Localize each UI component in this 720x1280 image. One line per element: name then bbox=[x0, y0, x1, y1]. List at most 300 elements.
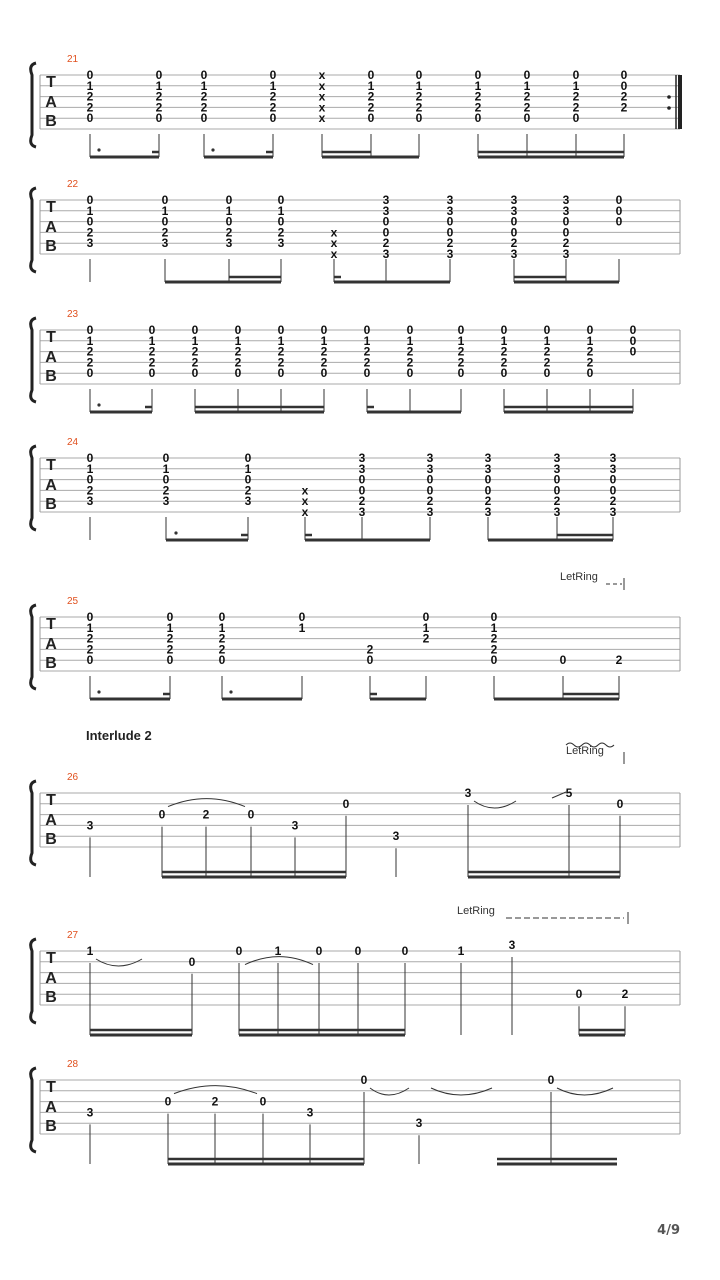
tab-letter-a: A bbox=[45, 636, 57, 653]
measure-number: 22 bbox=[67, 179, 79, 190]
fret-number: 0 bbox=[277, 193, 285, 207]
fret-number: 2 bbox=[218, 631, 226, 646]
staff-bracket bbox=[31, 63, 36, 147]
measure-number: 24 bbox=[67, 437, 79, 448]
let-ring-text: LetRing bbox=[560, 571, 598, 583]
fret-number: 1 bbox=[500, 333, 508, 348]
fret-number: 2 bbox=[457, 355, 465, 370]
fret-number: 0 bbox=[457, 366, 465, 381]
fret-number: 0 bbox=[277, 366, 285, 381]
fret-number: 0 bbox=[553, 483, 561, 498]
fret-number: 5 bbox=[565, 786, 573, 800]
tab-letter-t: T bbox=[46, 457, 56, 474]
fret-number: 2 bbox=[406, 355, 414, 370]
fret-number: 3 bbox=[358, 505, 366, 519]
fret-number: 2 bbox=[166, 631, 174, 646]
fret-number: 2 bbox=[234, 344, 242, 359]
fret-number: 0 bbox=[426, 472, 434, 487]
tab-letter-b: B bbox=[45, 368, 57, 385]
fret-number: 0 bbox=[161, 193, 169, 207]
fret-number: 2 bbox=[474, 89, 482, 104]
fret-number: 3 bbox=[86, 818, 94, 833]
fret-number: x bbox=[301, 483, 309, 498]
fret-number: 3 bbox=[415, 1116, 423, 1131]
fret-number: 0 bbox=[401, 944, 409, 958]
fret-number: 0 bbox=[474, 111, 482, 126]
fret-number: 3 bbox=[277, 236, 285, 251]
fret-number: 3 bbox=[382, 203, 390, 218]
fret-number: 2 bbox=[543, 344, 551, 359]
fret-number: 0 bbox=[415, 111, 423, 126]
fret-number: 2 bbox=[225, 225, 233, 240]
fret-number: 3 bbox=[392, 829, 400, 844]
fret-number: 1 bbox=[161, 203, 169, 218]
fret-number: 0 bbox=[162, 472, 170, 487]
fret-number: 3 bbox=[484, 461, 492, 476]
fret-number: 2 bbox=[523, 89, 531, 104]
tab-letter-t: T bbox=[46, 792, 56, 809]
fret-number: 2 bbox=[200, 89, 208, 104]
fret-number: 2 bbox=[358, 494, 366, 509]
fret-number: 0 bbox=[86, 68, 94, 82]
tie bbox=[431, 1088, 492, 1095]
fret-number: 0 bbox=[363, 323, 371, 337]
fret-number: x bbox=[318, 78, 326, 93]
fret-number: 1 bbox=[457, 333, 465, 348]
fret-number: 2 bbox=[415, 100, 423, 115]
fret-number: x bbox=[318, 68, 326, 82]
fret-number: 0 bbox=[382, 225, 390, 240]
fret-number: 3 bbox=[609, 505, 617, 519]
fret-number: 2 bbox=[269, 100, 277, 115]
fret-number: 0 bbox=[259, 1094, 267, 1109]
fret-number: 1 bbox=[406, 333, 414, 348]
fret-number: 0 bbox=[523, 68, 531, 82]
fret-number: 2 bbox=[166, 642, 174, 657]
fret-number: 3 bbox=[562, 193, 570, 207]
fret-number: 3 bbox=[553, 505, 561, 519]
fret-number: 2 bbox=[500, 344, 508, 359]
fret-number: 0 bbox=[86, 214, 94, 229]
fret-number: 0 bbox=[510, 225, 518, 240]
fret-number: 0 bbox=[244, 472, 252, 487]
fret-number: 2 bbox=[367, 89, 375, 104]
fret-number: 1 bbox=[415, 78, 423, 93]
fret-number: 0 bbox=[490, 653, 498, 668]
fret-number: 0 bbox=[500, 323, 508, 337]
page-number: 4/9 bbox=[657, 1223, 680, 1238]
fret-number: 3 bbox=[446, 203, 454, 218]
fret-number: 2 bbox=[211, 1094, 219, 1109]
fret-number: 0 bbox=[363, 366, 371, 381]
tie bbox=[370, 1088, 409, 1095]
fret-number: 0 bbox=[358, 472, 366, 487]
fret-number: 3 bbox=[508, 938, 516, 952]
fret-number: 0 bbox=[277, 214, 285, 229]
fret-number: 1 bbox=[191, 333, 199, 348]
fret-number: 3 bbox=[86, 236, 94, 251]
fret-number: 3 bbox=[426, 461, 434, 476]
fret-number: 0 bbox=[86, 610, 94, 624]
fret-number: 2 bbox=[148, 344, 156, 359]
fret-number: 1 bbox=[86, 333, 94, 348]
fret-number: 2 bbox=[86, 355, 94, 370]
fret-number: 0 bbox=[320, 366, 328, 381]
fret-number: 0 bbox=[559, 653, 567, 668]
fret-number: 0 bbox=[484, 472, 492, 487]
fret-number: 2 bbox=[86, 483, 94, 498]
fret-number: 0 bbox=[166, 653, 174, 668]
fret-number: 2 bbox=[586, 344, 594, 359]
fret-number: 3 bbox=[484, 505, 492, 519]
fret-number: 2 bbox=[484, 494, 492, 509]
tab-letter-b: B bbox=[45, 113, 57, 130]
fret-number: 0 bbox=[562, 214, 570, 229]
fret-number: 0 bbox=[562, 225, 570, 240]
fret-number: 2 bbox=[320, 344, 328, 359]
fret-number: 0 bbox=[586, 323, 594, 337]
slur bbox=[168, 799, 245, 807]
tab-staff bbox=[31, 781, 680, 865]
fret-number: 2 bbox=[621, 987, 629, 1002]
fret-number: 0 bbox=[620, 78, 628, 93]
fret-number: 2 bbox=[277, 344, 285, 359]
tab-letter-t: T bbox=[46, 74, 56, 91]
fret-number: 2 bbox=[86, 225, 94, 240]
tie bbox=[96, 959, 142, 966]
measure-number: 26 bbox=[67, 772, 79, 783]
fret-number: 3 bbox=[562, 247, 570, 261]
fret-number: 2 bbox=[86, 631, 94, 646]
fret-number: 2 bbox=[363, 344, 371, 359]
fret-number: 3 bbox=[484, 451, 492, 465]
fret-number: 2 bbox=[218, 642, 226, 657]
tab-staff bbox=[31, 1068, 680, 1152]
fret-number: 2 bbox=[86, 100, 94, 115]
fret-number: 1 bbox=[86, 620, 94, 635]
fret-number: 1 bbox=[148, 333, 156, 348]
fret-number: 2 bbox=[446, 236, 454, 251]
fret-number: 2 bbox=[161, 225, 169, 240]
tie bbox=[474, 801, 516, 808]
fret-number: 1 bbox=[572, 78, 580, 93]
fret-number: 0 bbox=[523, 111, 531, 126]
fret-number: 0 bbox=[342, 796, 350, 811]
repeat-dot bbox=[667, 106, 671, 110]
fret-number: 3 bbox=[562, 203, 570, 218]
fret-number: 2 bbox=[191, 355, 199, 370]
fret-number: 0 bbox=[155, 111, 163, 126]
fret-number: 0 bbox=[315, 944, 323, 958]
fret-number: 0 bbox=[298, 610, 306, 624]
dot bbox=[97, 690, 100, 693]
fret-number: 3 bbox=[358, 461, 366, 476]
fret-number: 1 bbox=[586, 333, 594, 348]
fret-number: 2 bbox=[366, 642, 374, 657]
fret-number: 0 bbox=[188, 954, 196, 969]
fret-number: 2 bbox=[202, 807, 210, 822]
fret-number: 0 bbox=[354, 944, 362, 958]
fret-number: 3 bbox=[510, 203, 518, 218]
fret-number: 2 bbox=[148, 355, 156, 370]
fret-number: 0 bbox=[615, 193, 623, 207]
fret-number: 0 bbox=[86, 111, 94, 126]
fret-number: 1 bbox=[244, 461, 252, 476]
fret-number: 1 bbox=[86, 944, 94, 958]
fret-number: 2 bbox=[191, 344, 199, 359]
fret-number: 3 bbox=[426, 451, 434, 465]
fret-number: x bbox=[318, 100, 326, 115]
fret-number: 2 bbox=[269, 89, 277, 104]
fret-number: 1 bbox=[166, 620, 174, 635]
fret-number: 0 bbox=[510, 214, 518, 229]
fret-number: x bbox=[301, 494, 309, 509]
fret-number: 3 bbox=[553, 451, 561, 465]
dot bbox=[174, 531, 177, 534]
fret-number: 0 bbox=[366, 653, 374, 668]
measure-number: 27 bbox=[67, 930, 79, 941]
fret-number: 3 bbox=[553, 461, 561, 476]
fret-number: 0 bbox=[609, 472, 617, 487]
fret-number: 0 bbox=[86, 323, 94, 337]
let-ring-text: LetRing bbox=[566, 745, 604, 757]
fret-number: 3 bbox=[609, 451, 617, 465]
fret-number: 1 bbox=[422, 620, 430, 635]
fret-number: 1 bbox=[225, 203, 233, 218]
fret-number: 0 bbox=[484, 483, 492, 498]
fret-number: 0 bbox=[158, 807, 166, 822]
fret-number: 0 bbox=[86, 472, 94, 487]
fret-number: 0 bbox=[218, 653, 226, 668]
fret-number: 0 bbox=[426, 483, 434, 498]
fret-number: 2 bbox=[474, 100, 482, 115]
fret-number: 0 bbox=[225, 193, 233, 207]
fret-number: 2 bbox=[553, 494, 561, 509]
tab-letter-t: T bbox=[46, 329, 56, 346]
fret-number: 3 bbox=[510, 247, 518, 261]
tab-letter-a: A bbox=[45, 1099, 57, 1116]
fret-number: 3 bbox=[162, 494, 170, 509]
fret-number: 0 bbox=[422, 610, 430, 624]
fret-number: 3 bbox=[86, 494, 94, 509]
fret-number: 2 bbox=[86, 89, 94, 104]
fret-number: 2 bbox=[244, 483, 252, 498]
fret-number: 3 bbox=[358, 451, 366, 465]
fret-number: 0 bbox=[277, 323, 285, 337]
tab-staff bbox=[31, 188, 680, 272]
fret-number: 0 bbox=[148, 366, 156, 381]
fret-number: 0 bbox=[543, 366, 551, 381]
fret-number: 2 bbox=[562, 236, 570, 251]
fret-number: 0 bbox=[191, 366, 199, 381]
fret-number: 0 bbox=[164, 1094, 172, 1109]
fret-number: 1 bbox=[200, 78, 208, 93]
fret-number: 2 bbox=[500, 355, 508, 370]
staff-bracket bbox=[31, 1068, 36, 1152]
fret-number: 0 bbox=[406, 323, 414, 337]
dot bbox=[211, 148, 214, 151]
fret-number: 3 bbox=[382, 193, 390, 207]
fret-number: 0 bbox=[166, 610, 174, 624]
tab-staff bbox=[31, 63, 680, 147]
fret-number: x bbox=[318, 111, 326, 126]
fret-number: 0 bbox=[360, 1073, 368, 1087]
fret-number: 1 bbox=[86, 461, 94, 476]
fret-number: 2 bbox=[572, 100, 580, 115]
staff-bracket bbox=[31, 781, 36, 865]
slur bbox=[174, 1086, 257, 1094]
fret-number: 1 bbox=[234, 333, 242, 348]
fret-number: 1 bbox=[474, 78, 482, 93]
staff-bracket bbox=[31, 446, 36, 530]
let-ring-text: LetRing bbox=[457, 905, 495, 917]
fret-number: 0 bbox=[200, 111, 208, 126]
fret-number: 0 bbox=[218, 610, 226, 624]
fret-number: 0 bbox=[629, 333, 637, 348]
fret-number: 2 bbox=[320, 355, 328, 370]
tab-letter-t: T bbox=[46, 1079, 56, 1096]
fret-number: 0 bbox=[575, 987, 583, 1002]
fret-number: 2 bbox=[86, 642, 94, 657]
fret-number: 0 bbox=[620, 68, 628, 82]
fret-number: 2 bbox=[543, 355, 551, 370]
fret-number: 0 bbox=[235, 944, 243, 958]
fret-number: 2 bbox=[620, 100, 628, 115]
fret-number: 0 bbox=[500, 366, 508, 381]
fret-number: 2 bbox=[382, 236, 390, 251]
fret-number: 1 bbox=[320, 333, 328, 348]
fret-number: x bbox=[330, 247, 338, 261]
measure-number: 23 bbox=[67, 309, 79, 320]
fret-number: 0 bbox=[148, 323, 156, 337]
fret-number: 2 bbox=[457, 344, 465, 359]
fret-number: 0 bbox=[543, 323, 551, 337]
fret-number: 1 bbox=[277, 203, 285, 218]
fret-number: 0 bbox=[415, 68, 423, 82]
tab-letter-b: B bbox=[45, 989, 57, 1006]
fret-number: 2 bbox=[200, 100, 208, 115]
fret-number: 2 bbox=[615, 653, 623, 668]
fret-number: 3 bbox=[446, 193, 454, 207]
fret-number: 3 bbox=[609, 461, 617, 476]
tab-letter-t: T bbox=[46, 616, 56, 633]
fret-number: 1 bbox=[162, 461, 170, 476]
fret-number: 1 bbox=[490, 620, 498, 635]
fret-number: 0 bbox=[572, 111, 580, 126]
fret-number: 0 bbox=[244, 451, 252, 465]
staff-bracket bbox=[31, 605, 36, 689]
fret-number: 3 bbox=[244, 494, 252, 509]
tab-letter-b: B bbox=[45, 1118, 57, 1135]
fret-number: 0 bbox=[161, 214, 169, 229]
fret-number: 1 bbox=[86, 203, 94, 218]
fret-number: 1 bbox=[457, 944, 465, 958]
fret-number: 2 bbox=[572, 89, 580, 104]
fret-number: 2 bbox=[490, 642, 498, 657]
fret-number: 2 bbox=[609, 494, 617, 509]
fret-number: 3 bbox=[161, 236, 169, 251]
fret-number: 2 bbox=[162, 483, 170, 498]
fret-number: 3 bbox=[446, 247, 454, 261]
fret-number: 1 bbox=[269, 78, 277, 93]
staff-bracket bbox=[31, 939, 36, 1023]
fret-number: 3 bbox=[306, 1105, 314, 1120]
fret-number: 0 bbox=[382, 214, 390, 229]
measure-number: 25 bbox=[67, 596, 79, 607]
fret-number: 0 bbox=[86, 653, 94, 668]
fret-number: 2 bbox=[620, 89, 628, 104]
fret-number: 1 bbox=[523, 78, 531, 93]
tab-letter-a: A bbox=[45, 94, 57, 111]
tab-letter-a: A bbox=[45, 477, 57, 494]
fret-number: 0 bbox=[553, 472, 561, 487]
fret-number: 2 bbox=[155, 100, 163, 115]
repeat-dot bbox=[667, 95, 671, 99]
repeat-barline-thick bbox=[678, 75, 682, 129]
fret-number: 0 bbox=[234, 323, 242, 337]
fret-number: 2 bbox=[422, 631, 430, 646]
fret-number: 1 bbox=[274, 944, 282, 958]
fret-number: 2 bbox=[426, 494, 434, 509]
fret-number: 0 bbox=[320, 323, 328, 337]
tab-staff bbox=[31, 605, 680, 689]
tab-letter-a: A bbox=[45, 812, 57, 829]
fret-number: 2 bbox=[277, 355, 285, 370]
fret-number: 0 bbox=[572, 68, 580, 82]
fret-number: 0 bbox=[629, 323, 637, 337]
fret-number: 0 bbox=[247, 807, 255, 822]
fret-number: 0 bbox=[616, 796, 624, 811]
fret-number: 3 bbox=[291, 818, 299, 833]
fret-number: 0 bbox=[269, 68, 277, 82]
fret-number: 2 bbox=[234, 355, 242, 370]
fret-number: 0 bbox=[191, 323, 199, 337]
fret-number: 1 bbox=[218, 620, 226, 635]
fret-number: 3 bbox=[510, 193, 518, 207]
fret-number: 1 bbox=[363, 333, 371, 348]
fret-number: 2 bbox=[510, 236, 518, 251]
fret-number: 1 bbox=[298, 620, 306, 635]
fret-number: 0 bbox=[162, 451, 170, 465]
fret-number: 3 bbox=[426, 505, 434, 519]
fret-number: 0 bbox=[609, 483, 617, 498]
fret-number: 2 bbox=[86, 344, 94, 359]
fret-number: 2 bbox=[406, 344, 414, 359]
dot bbox=[229, 690, 232, 693]
tab-letter-b: B bbox=[45, 655, 57, 672]
dot bbox=[97, 403, 100, 406]
fret-number: 2 bbox=[490, 631, 498, 646]
measure-number: 28 bbox=[67, 1059, 79, 1070]
fret-number: 3 bbox=[464, 786, 472, 800]
tab-letter-a: A bbox=[45, 219, 57, 236]
fret-number: 0 bbox=[155, 68, 163, 82]
tab-staff bbox=[31, 318, 680, 402]
fret-number: 0 bbox=[358, 483, 366, 498]
fret-number: 0 bbox=[547, 1073, 555, 1087]
fret-number: x bbox=[301, 505, 309, 519]
fret-number: 2 bbox=[415, 89, 423, 104]
fret-number: 0 bbox=[86, 366, 94, 381]
fret-number: 0 bbox=[586, 366, 594, 381]
tab-letter-b: B bbox=[45, 496, 57, 513]
fret-number: 0 bbox=[86, 451, 94, 465]
fret-number: 0 bbox=[446, 225, 454, 240]
fret-number: 1 bbox=[155, 78, 163, 93]
fret-number: 2 bbox=[367, 100, 375, 115]
fret-number: 0 bbox=[615, 214, 623, 229]
tab-letter-a: A bbox=[45, 970, 57, 987]
